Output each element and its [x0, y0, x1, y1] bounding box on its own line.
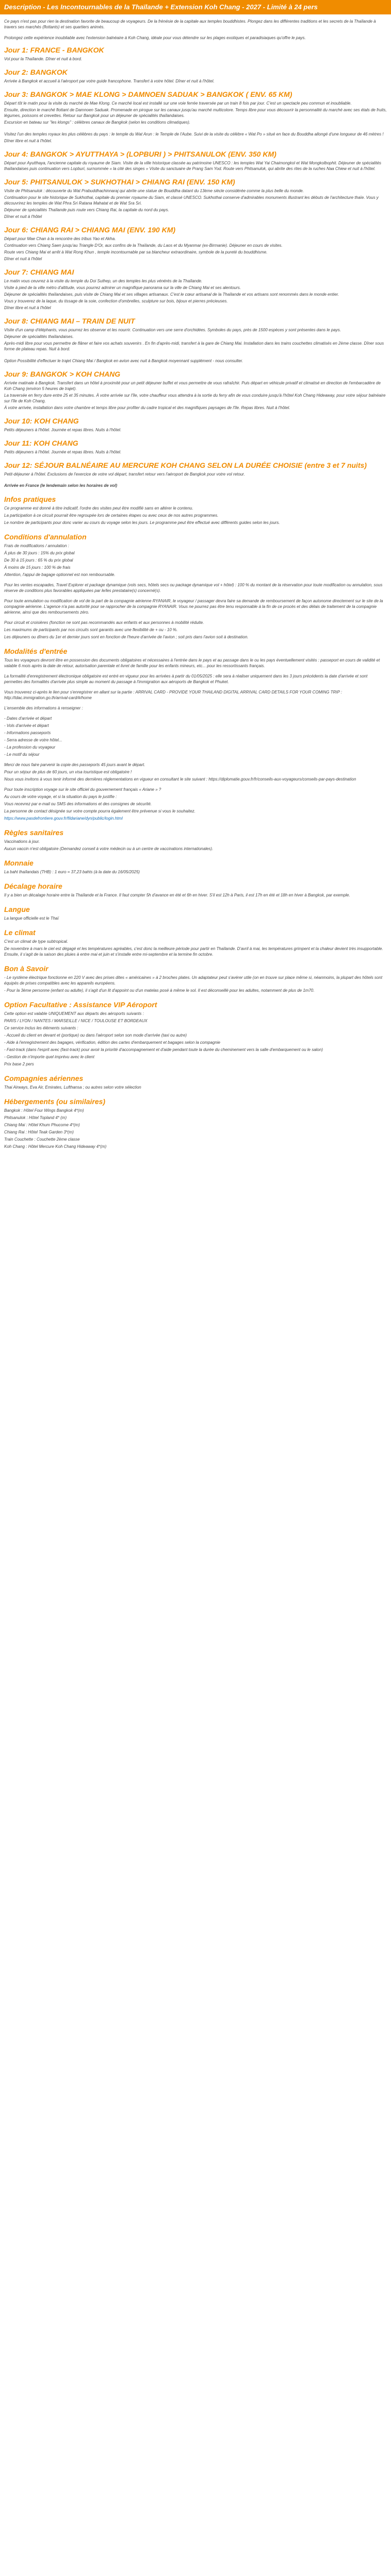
day-text: Visite à pied de la ville métro d'altitude, vous pourrez admirer un magnifique panorama sur la ville de Chiang Mai et ses alentours. [4, 285, 241, 290]
day-title: Jour 2: BANGKOK [4, 68, 68, 76]
section-text: Pour toute inscription voyage sur le site officiel du gouvernement français « Ariane » ? [4, 787, 161, 792]
day-text: Visite d'un camp d'éléphants, vous pourrez les observer et les nourrir. Continuation vers une serre d'orchidées. Symboles du pays, près de 1500 espèces y sont présentes dans le pays. [4, 328, 341, 332]
day-text: Continuation vers Chiang Saen jusqu'au Triangle D'Or, aux confins de la Thaïlande, du Laos et du Myanmar (ex-Birmanie). Déjeuner en cours de visites. [4, 243, 283, 248]
section-title: Hébergements (ou similaires) [4, 1097, 106, 1106]
day-text: Arrivée à Bangkok et accueil à l'aéroport par votre guide francophone. Transfert à votre hôtel. Dîner et nuit à l'hôtel. [4, 79, 215, 83]
section-text: - Accueil du client en devant et (portique) ou dans l'aéroport selon son mode d'arrivée (taxi ou autre) [4, 1033, 187, 1038]
day-text: Départ pour Mae Chan à la rencontre des tribus Yao et Akha. [4, 236, 116, 241]
section-text: Vaccinations à jour. [4, 839, 40, 844]
section-text: Le nombre de participants pour donc varier au cours du voyage selon les jours. Le programme peut être effectué avec différents guides selon les jours. [4, 520, 280, 525]
page-banner [0, 0, 391, 14]
section-title: Compagnies aériennes [4, 1074, 84, 1082]
section-text: La participation à ce circuit pourrait être regroupée lors de certaines étapes ou avec ceux de nos autres programmes. [4, 513, 219, 518]
main-content [0, 14, 391, 1161]
info-section [4, 828, 387, 852]
day-text: Dîner et nuit à l'hôtel [4, 257, 42, 261]
day-text: Dîner et nuit à l'hôtel [4, 214, 42, 219]
section-link[interactable]: https://www.pasdefrontiere.gouv.fr/fildariane/dyn/public/login.html [4, 816, 123, 821]
page-title: Description - Les Incontournables de la Thaïlande + Extension Koh Chang - 2027 - Limité à 24 pers [4, 3, 318, 11]
section-text: - Fast-track (dans l'esprit avec (fast-track) pour avoir la priorité d'accompagnement et d'aide pendant toute la durée du cheminement vers la salle d'embarquement ou le salon) [4, 1047, 323, 1052]
section-text: Attention, l'appui de bagage optionnel est non remboursable. [4, 572, 116, 577]
info-section [4, 928, 387, 957]
section-title: Option Facultative : Assistance VIP Aéroport [4, 1001, 157, 1009]
section-text: Cette option est valable UNIQUEMENT aux départs des aéroports suivants : [4, 1011, 144, 1016]
day-block [4, 46, 387, 62]
info-sections [4, 495, 387, 1149]
day-text: Départ pour Ayutthaya, l'ancienne capitale du royaume de Siam. Visite de la ville historique classée au patrimoine UNESCO : les temples Wat Yai Chaimongkol et Wat Mongkolbophit. Déjeuner de spécialités thaïlandaises puis continuation vers Lopburi, surnommée « la cité des singes » Visite du sanctuaire de Prang Sam Yod. Route vers Phitsanulok, qui abrite des rites de la ruches Naa Chiew et nuit à l'hôtel. [4, 161, 382, 171]
section-text: Phitsanulok : Hôtel Topland 4* (m) [4, 1115, 67, 1120]
day-block [4, 461, 387, 477]
intro-paragraph: Ce pays n'est pas pour rien la destination favorite de beaucoup de voyageurs. De la frénésie de la capitale aux temples bouddhistes. Plongez dans les différentes traditions et les secrets de la Thaïlande à travers ses marchés (flottants) et ses quartiers animés. [4, 19, 376, 29]
intro-block [4, 19, 387, 41]
section-text: - Pour la 3ème personne (enfant ou adulte), il s'agit d'un lit d'appoint ou d'un matelas posé à même le sol. Il est déconseillé pour les adultes, notamment de plus de 1m70. [4, 988, 315, 993]
day-text: Petits déjeuners à l'hôtel. Journée et repas libres. Nuits à l'hôtel. [4, 450, 122, 454]
section-title: Langue [4, 905, 30, 913]
section-text: - La profession du voyageur [4, 745, 56, 750]
day-title: Jour 6: CHIANG RAI > CHIANG MAI (ENV. 190 KM) [4, 226, 176, 234]
section-text: - Informations passeports [4, 731, 51, 735]
day-block [4, 90, 387, 125]
section-text: - Le système électrique fonctionne en 220 V avec des prises dites « américaines » à 2 broches plates. Un adaptateur peut s'avérer utile (on en trouve sur place même si, néanmoins, la plupart des hôtels sont équipés de prises compatibles avec les appareils européens. [4, 975, 383, 986]
section-text: C'est un climat de type subtropical. [4, 939, 68, 944]
section-text: La langue officielle est le Thaï [4, 916, 59, 921]
day-text: Déjeuner de spécialités Thaïlande puis route vers Chiang Rai, la capitale du nord du pays. [4, 208, 169, 212]
day-block [4, 150, 387, 172]
itinerary [4, 46, 387, 477]
section-text: Merci de nous faire parvenir la copie des passeports 45 jours avant le départ. [4, 762, 145, 767]
section-title: Monnaie [4, 859, 34, 867]
section-text: Train Couchette : Couchette 2ème classe [4, 1137, 80, 1142]
section-title: Infos pratiques [4, 495, 56, 503]
day-text: Déjeuner de spécialités thaïlandaises. [4, 334, 74, 339]
section-text: Ce programme est donné à titre indicatif, l'ordre des visites peut être modifié sans en altérer le contenu. [4, 506, 193, 511]
day-text: Option Possibilité d'effectuer le trajet Chiang Mai / Bangkok en avion avec nuit à Bangkok moyennant supplément - nous consulter. [4, 359, 243, 363]
info-section [4, 1001, 387, 1067]
day-block [4, 417, 387, 433]
section-title: Règles sanitaires [4, 828, 64, 837]
day-text: Vous y trouverez de la laque, du tissage de la soie, confection d'ombrelles, sculpture sur bois, bijoux et pierres précieuses. [4, 299, 228, 303]
section-text: Au cours de votre voyage, et si la situation du pays le justifie : [4, 794, 117, 799]
section-text: Thai Airways, Eva Air, Emirates, Lufthansa ; ou autres selon votre sélection [4, 1085, 141, 1090]
day-title: Jour 3: BANGKOK > MAE KLONG > DAMNOEN SADUAK > BANGKOK ( ENV. 65 KM) [4, 90, 292, 98]
section-text: La formalité d'enregistrement électronique obligatoire est entré en vigueur pour les arrivées à partir du 01/05/2025 : elle sera à réaliser uniquement dans les 3 jours précédents la date d'arrivée et sont permettes des formalités d'arrivée plus simple au moment du passage à l'immigration aux aéroports de Bangkok et Phuket. [4, 674, 368, 684]
day-text: Excursion en bateau sur "les klongs" : célèbres canaux de Bangkok (selon les conditions climatiques). [4, 120, 190, 125]
day-text: Dîner libre et nuit à l'hôtel. [4, 139, 52, 143]
info-section [4, 882, 387, 898]
section-text: - Aide à l'enregistrement des bagages, vérification, édition des cartes d'embarquement et bagages selon la compagnie [4, 1040, 221, 1045]
section-text: Frais de modifications / annulation : [4, 544, 69, 548]
day-text: Continuation pour le site historique de Sukhothai, capitale du premier royaume du Siam, et classé UNESCO. Sukhothai conserve d'admirables monuments illustrant les débuts de l'architecture thaïe. Vous y découvrirez les temples de Wat Phra Sri Ratana Mahatat et de Wat Sra Sri. [4, 195, 379, 206]
arrival-note: Arrivée en France (le lendemain selon les horaires de vol) [4, 483, 118, 488]
section-text: - Serra adresse de votre hôtel... [4, 738, 62, 742]
day-title: Jour 9: BANGKOK > KOH CHANG [4, 370, 121, 378]
info-section [4, 533, 387, 640]
info-section [4, 1074, 387, 1090]
day-text: Petits déjeuners à l'hôtel. Journée et repas libres. Nuits à l'hôtel. [4, 428, 122, 432]
day-text: La traversée en ferry dure entre 25 et 35 minutes. À votre arrivée sur l'île, votre chauffeur vous attendra à la sortie du ferry afin de vous conduire jusqu'à l'hôtel Koh Chang Hideaway, pour votre séjour balnéaire sur l'île de Koh Chang. [4, 393, 386, 403]
section-text: - Dates d'arrivée et départ [4, 716, 52, 721]
section-text: L'ensemble des informations à renseigner : [4, 706, 83, 710]
section-text: Il y a bien un décalage horaire entre la Thaïlande et la France. Il faut compter 5h d'avance en été et 6h en hiver. S'il est 12h à Paris, il est 17h en été et 18h en hiver à Bangkok, par exemple. [4, 893, 350, 897]
day-block [4, 68, 387, 84]
day-title: Jour 10: KOH CHANG [4, 417, 79, 425]
day-title: Jour 11: KOH CHANG [4, 439, 78, 447]
section-text: Nous vous invitons à vous tenir informé des dernières réglementations en vigueur en consultant le site suivant : https://diplomatie.gouv.fr/fr/conseils-aux-voyageurs/conseils-par-pays-destination [4, 777, 356, 782]
section-text: Chiang Rai : Hôtel Teak Garden 3*(m) [4, 1130, 74, 1134]
info-section [4, 905, 387, 921]
day-title: Jour 1: FRANCE - BANGKOK [4, 46, 104, 54]
info-section [4, 859, 387, 875]
section-text: À plus de 30 jours : 15% du prix global [4, 551, 75, 555]
day-title: Jour 4: BANGKOK > AYUTTHAYA > (LOPBURI ) > PHITSANULOK (ENV. 350 KM) [4, 150, 276, 158]
day-text: Le matin vous ceuvrez à la visite du temple du Doi Suthep, un des temples les plus vénérés de la Thaïlande. [4, 279, 203, 283]
day-text: Ensuite, direction le marché flottant de Damnoen Saduak. Promenade en pirogue sur les canaux jusqu'au marché multicolore. Temps libre pour vous découvrir la personnalité du marché avec ses étals de fruits, légumes, poissons et crevettes. Retour sur Bangkok pour un déjeuner de spécialités thaïlandaises. [4, 108, 387, 118]
day-block [4, 226, 387, 262]
day-block [4, 370, 387, 411]
section-text: Prix base 2 pers [4, 1062, 34, 1066]
info-section [4, 647, 387, 821]
day-block [4, 131, 387, 144]
day-text: Visite de Phitsanulok : découverte du Wat Prabuddhachinnaraj qui abrite une statue de Bouddha datant du 13ème siècle considérée comme la plus belle du monde. [4, 189, 304, 193]
section-text: De 30 à 15 jours : 65 % du prix global [4, 558, 73, 563]
section-text: Vous trouverez ci-après le lien pour s'enregistrer en allant sur la partie : ARRIVAL CARD - PROVIDE YOUR THAILAND DIGITAL ARRIVAL CARD DETAILS FOR YOUR COMING TRIP : http://tdac.immigration.go.th/arrival-card/#/home [4, 690, 343, 700]
section-text: Pour un séjour de plus de 60 jours, un visa touristique est obligatoire ! [4, 770, 132, 774]
day-title: Jour 7: CHIANG MAI [4, 268, 74, 276]
section-title: Le climat [4, 928, 36, 937]
section-text: PARIS / LYON / NANTES / MARSEILLE / NICE / TOULOUSE ET BORDEAUX [4, 1019, 148, 1023]
day-block [4, 178, 387, 219]
section-text: Chiang Mai : Hôtel Khum Phucome 4*(m) [4, 1123, 80, 1127]
section-text: Koh Chang : Hôtel Mercure Koh Chang Hideaway 4*(m) [4, 1144, 107, 1149]
info-section [4, 1097, 387, 1149]
section-text: Pour circuit et croisières (fonction ne sont pas recommandés aux enfants et aux personnes à mobilité réduite. [4, 620, 204, 625]
section-text: La baht thaïlandais (THB) : 1 euro = 37,23 bahts (à la date du 16/05/2025) [4, 870, 140, 874]
day-text: Déjeuner de spécialités thaïlandaises, puis visite de Chiang Mai et ses villages artisanaux. C'est le cœur artisanal de la Thaïlande et vos artisans sont renommés dans le monde entier. [4, 292, 339, 297]
section-title: Décalage horaire [4, 882, 62, 890]
info-section [4, 495, 387, 526]
section-text: Pour les ventes escapades, Travel Explorer et package dynamique (vols secs, hôtels secs ou package dynamique vol + hôtel) : 100 % du montant de la réservation pour toute modification ou annulation, sous réserve de conditions plus favorables appliquées par le/les prestataire(s) concerné(s). [4, 583, 383, 593]
day-block [4, 358, 387, 364]
section-text: Tous les voyageurs devront être en possession des documents obligatoires et nécessaires à l'entrée dans le pays et au passage dans le ou les pays éventuellement visités : passeport en cours de validité et valable 6 mois après la date de retour, autorisation parentale et livret de famille pour les enfants mineurs, etc... pour les ressortissants français. [4, 658, 380, 668]
section-text: Pour toute annulation ou modification de vol de la part de la compagnie aérienne RYANAIR, le voyageur / passager devra faire sa demande de remboursement de façon autonome directement sur le site de la compagnie aérienne. L'agence n'a pas autorité pour se rapprocher de la compagnie RYANAIR. Vous ne pourrez pas être tenu responsable à la fin de ce procès et des délais de traitement de la compagnie aérienne, ainsi que des remboursements zéro. [4, 599, 383, 615]
section-title: Conditions d'annulation [4, 533, 87, 541]
day-text: Visitez l'un des temples royaux les plus célèbres du pays : le temple du Wat Arun : le Temple de l'Aube. Suivi de la visite du célèbre « Wat Po » situé en face du Bouddha allongé d'une longueur de 46 mètres ! [4, 132, 384, 137]
section-text: La personne de contact désignée sur votre compte pourra également être prévenue si vous le souhaitez. [4, 809, 196, 814]
day-text: Après-midi libre pour vous permettre de flâner et faire vos achats souvenirs . En fin d'après-midi, transfert à la gare de Chiang Mai. Installation dans les trains couchettes climatisés en 2ème classe. Dîner sous forme de plateau repas. Nuit à bord. [4, 341, 384, 351]
section-text: À moins de 15 jours : 100 % de frais [4, 565, 71, 570]
section-title: Bon à Savoir [4, 964, 48, 973]
day-text: Arrivée matinale à Bangkok. Transfert dans un hôtel à proximité pour un petit déjeuner buffet et vous permettre de vous rafraîchir. Puis départ en véhicule privatif et climatisé en direction de l'embarcadère de Koh Chang (environ 5 heures de trajet). [4, 381, 381, 391]
day-title: Jour 8: CHIANG MAI – TRAIN DE NUIT [4, 317, 135, 325]
day-block [4, 317, 387, 352]
section-text: Ce service inclus les éléments suivants : [4, 1026, 78, 1030]
section-title: Modalités d'entrée [4, 647, 68, 655]
intro-paragraph: Prolongez cette expérience inoubliable avec l'extension balnéaire à Koh Chang, idéale pour vous détendre sur les plages exotiques et paradisiaques qu'offre le pays. [4, 36, 306, 40]
section-text: - Vols d'arrivée et départ [4, 723, 49, 728]
day-text: Départ tôt le matin pour la visite du marché de Mae Klong. Ce marché local est installé sur une voie ferrée traversée par un train 8 fois par jour. C'est un spectacle peu commun et inoubliable. [4, 101, 352, 106]
day-text: À votre arrivée, installation dans votre chambre et temps libre pour profiter du cadre tropical et des magnifiques paysages de l'île. Repas libres. Nuit à l'hôtel. [4, 405, 290, 410]
day-block [4, 268, 387, 311]
section-text: Bangkok : Hôtel Four Wings Bangkok 4*(m) [4, 1108, 84, 1113]
section-text: Les maximums de participants par nos circuits sont garantis avec une flexibilité de + ou - 10 %. [4, 628, 178, 632]
day-text: Route vers Chiang Mai et arrêt à Wat Rong Khun , temple incontournable par sa blancheur extraordinaire, symbole de la pureté du bouddhisme. [4, 250, 268, 255]
section-text: Aucun vaccin n'est obligatoire (Demandez conseil à votre médecin ou à un centre de vaccinations internationales). [4, 846, 214, 851]
day-title: Jour 12: SÉJOUR BALNÉAIRE AU MERCURE KOH CHANG SELON LA DURÉE CHOISIE (entre 3 et 7 nuits) [4, 461, 367, 469]
section-text: - Gestion de n'importe quel imprévu avec le client [4, 1055, 94, 1059]
day-text: Petit-déjeuner à l'hôtel. Exclusions de l'exercice de votre vol départ, transfert retour vers l'aéroport de Bangkok pour votre vol retour. [4, 472, 245, 477]
info-section [4, 964, 387, 993]
section-text: - Le motif du séjour [4, 752, 40, 757]
section-text: Vous recevrez par e-mail ou SMS des informations et des consignes de sécurité. [4, 802, 152, 806]
section-text: De novembre à mars le ciel est dégagé et les températures agréables, c'est donc la meilleure période pour partir en Thaïlande. D'avril à mai, les températures grimpent et la chaleur devient très insupportable. Ensuite, il s'agit de la saison des pluies à entre mai et juin et s'installe entre mi-septembre et la termine fin octobre. [4, 946, 383, 957]
day-block [4, 439, 387, 455]
day-text: Dîner libre et nuit à l'hôtel [4, 306, 51, 310]
day-title: Jour 5: PHITSANULOK > SUKHOTHAI > CHIANG RAI (ENV. 150 KM) [4, 178, 235, 186]
section-text: Les déjeuners ou dîners du 1er et dernier jours sont en fonction de l'heure d'arrivée de l'avion ; soit pris dans l'avion soit à destination. [4, 635, 249, 639]
day-text: Vol pour la Thaïlande. Dîner et nuit à bord. [4, 57, 82, 61]
